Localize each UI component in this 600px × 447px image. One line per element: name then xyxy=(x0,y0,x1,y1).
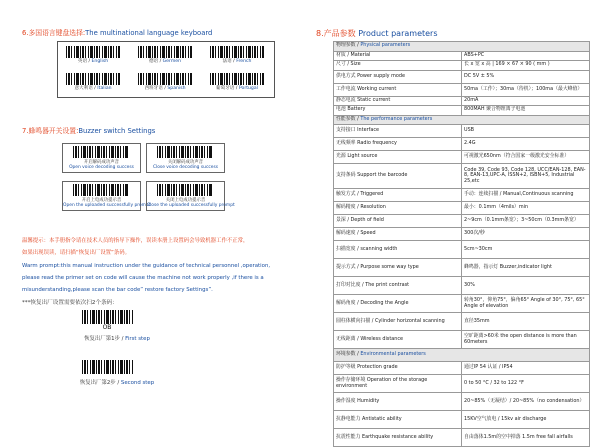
group-row: 性能参数 / The performance parameters xyxy=(334,115,590,125)
barcode-italian[interactable]: 意大利语 / Italian xyxy=(58,71,128,93)
table-row: 扫描宽度 / scanning width 5cm~30cm xyxy=(334,241,590,259)
table-row: 供电方式 Power supply mode DC 5V ± 5% xyxy=(334,70,590,83)
barcode-graphic xyxy=(66,73,120,85)
barcode-graphic xyxy=(157,146,213,158)
spec-table xyxy=(333,41,590,447)
barcode-graphic xyxy=(138,46,192,58)
step1-caption: 恢复出厂第1步 / First step xyxy=(84,336,150,342)
table-row: 防护等级 Protection grade 通过IP 54 认证 / IP54 xyxy=(334,362,590,375)
barcode-graphic xyxy=(73,184,129,196)
table-row: 景深 / Depth of field 2~9cm（0.1mm条宽）；3~50cm（0.3mm条宽） xyxy=(334,215,590,228)
right-page xyxy=(300,0,600,442)
barcode-german[interactable]: 德语 / Germen xyxy=(130,44,200,66)
barcode-french[interactable]: 法语 / French xyxy=(202,44,272,66)
barcode-close-voice[interactable]: 关闭解码成功声音 Close voice decoding success xyxy=(146,143,225,173)
table-row: 支持接口 Interface USB xyxy=(334,125,590,138)
product-params-title: 8.产品参数 Product parameters xyxy=(316,29,438,38)
warning-cn-line1: 温馨提示：本手册指令请在技术人员的指导下操作，误读本册上设置码会导致机器工作不正常， xyxy=(22,238,249,244)
table-row: 无线距离 / Wireless distance 空旷距离>60米 the open distance is more than 60meters xyxy=(334,331,590,349)
barcode-open-upload-prompt[interactable]: 开启上电成功提示音 Open the uploaded successfully prompt xyxy=(62,181,141,211)
step2-caption: 恢复出厂第2步 / Second step xyxy=(79,380,155,386)
table-row: 支持条码 Support the barcode Code 39, Code 93, Code 128, UCC/EAN-128, EAN-8, EAN-13,UPC-A, ISSN+2, ISBN+5, Industrial 25,etc xyxy=(334,164,590,189)
table-row: 光源 Light source 可视激光650nm（符合国家一级激光安全标准） xyxy=(334,151,590,164)
group-row: 环境参数 / Environmental parameters xyxy=(334,349,590,362)
barcode-factory-step2[interactable] xyxy=(82,360,134,374)
warning-en-line2: please read the primer set on code will cause the machine not work properly ,if there is a xyxy=(22,275,264,281)
group-row: 物理参数 / Physical parameters xyxy=(334,42,590,52)
barcode-open-voice[interactable]: 开启解码成功声音 Open voice decoding success xyxy=(62,143,141,173)
barcode-graphic xyxy=(210,46,264,58)
barcode-graphic xyxy=(210,73,264,85)
table-row: 触发方式 / Triggered 手动：连续扫描 / Manual,Continuous scanning xyxy=(334,189,590,202)
keyboard-section-title: 6.多国语言键盘选择:The multinational language keyboard xyxy=(22,29,213,37)
buzzer-section-title: 7.蜂鸣器开关设置:Buzzer switch Settings xyxy=(22,127,156,135)
barcode-graphic xyxy=(66,46,120,58)
barcode-graphic xyxy=(157,184,213,196)
barcode-spanish[interactable]: 西班牙语 / Spanish xyxy=(130,71,200,93)
warning-en-line3: misunderstanding,please scan the bar code” restore factory Settings”. xyxy=(22,287,213,293)
table-row: 材质 / Material ABS+PC xyxy=(334,51,590,61)
table-row: 解码速度 / Speed 300次/秒 xyxy=(334,228,590,241)
table-row: 无线频率 Radio frequency 2.4G xyxy=(334,138,590,151)
barcode-english[interactable]: 英语 / English xyxy=(58,44,128,66)
barcode-portugal[interactable]: 葡萄牙语 / Portugal xyxy=(202,71,272,93)
table-row: 打印对比度 / The print contrast 30% xyxy=(334,277,590,295)
barcode-graphic xyxy=(73,146,129,158)
barcode-code-label: OB xyxy=(102,324,112,331)
table-row: 圆柱体横向扫描 / Cylinder horizontal scanning 直径35mm xyxy=(334,313,590,331)
table-row: 电池 Battery 800MAH 聚合物锂离子电池 xyxy=(334,106,590,116)
table-row: 操作存储环境 Operation of the storage environment 0 to 50 °C / 32 to 122 °F xyxy=(334,375,590,393)
table-row: 操作湿度 Humidity 20~85%（无凝结）/ 20~85%（no condensation） xyxy=(334,393,590,411)
table-row: 提示方式 / Purpose some way type 蜂鸣器，指示灯 Buzzer,indicator light xyxy=(334,259,590,277)
recover-instruction: ***恢复出厂设置需要依次扫2个条码： xyxy=(22,300,118,306)
barcode-graphic xyxy=(138,73,192,85)
table-row: 尺寸 / Size 长 x 宽 x 高 | 169 × 67 × 90 ( mm ) xyxy=(334,61,590,71)
table-row: 工作电流 Working current 50ma（工作）；30ma（待机）；100ma（最大峰值） xyxy=(334,83,590,96)
keyboard-barcode-grid xyxy=(57,41,275,98)
warning-cn-line2: 如果出现误读，请扫描“恢复出厂设置”条码。 xyxy=(22,250,131,256)
table-row: 抗震性能力 Earthquake resistance ability 自由落体1.5m的空中掉落 1.5m free fall airfalls xyxy=(334,429,590,447)
warning-en-line1: Warm prompt:this manual instruction under the guidance of technical personnel ,operation, xyxy=(22,263,271,269)
table-row: 解码角度 / Decoding the Angle 转角30°，仰角75°，偏角65° Angle of 30°, 75°, 65° Angle of elevation xyxy=(334,295,590,313)
table-row: 静态电流 Static current 20mA xyxy=(334,96,590,106)
barcode-factory-step1[interactable] xyxy=(82,310,134,324)
left-page xyxy=(0,0,300,442)
barcode-close-upload-prompt[interactable]: 关闭上电成功提示音 Close the uploaded successfully prompt xyxy=(146,181,225,211)
table-row: 抗静电能力 Antistatic ability 15KV空气放电 / 15kv air discharge xyxy=(334,411,590,429)
table-row: 解码精度 / Resolution 最小：0.1mm（4mils）min xyxy=(334,202,590,215)
